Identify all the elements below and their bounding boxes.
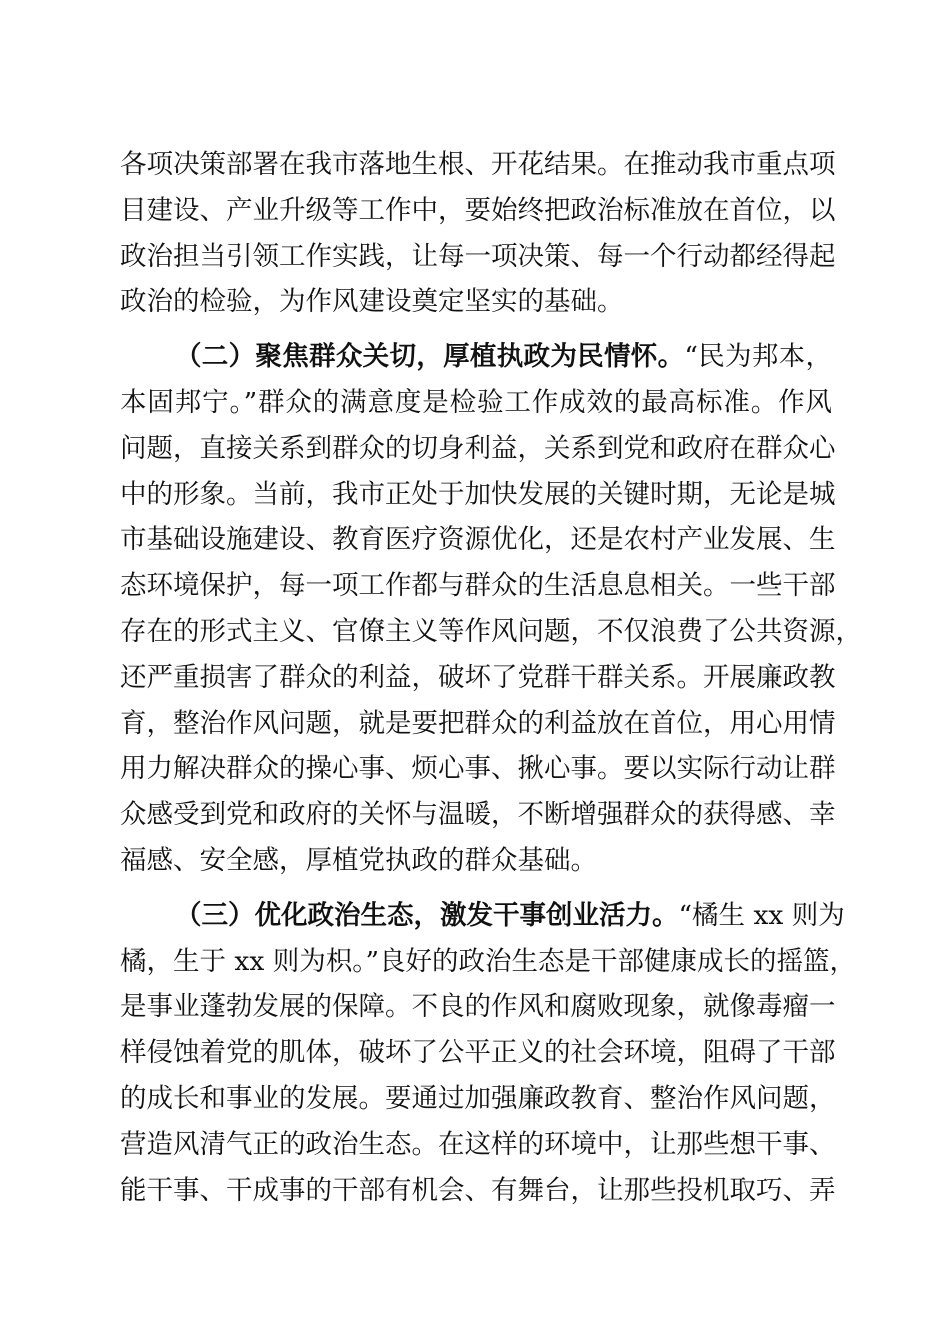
- text-line: 能干事、干成事的干部有机会、有舞台，让那些投机取巧、弄: [120, 1174, 836, 1206]
- text-line: 福感、安全感，厚植党执政的群众基础。: [120, 844, 597, 876]
- text-line: 政治的检验，为作风建设奠定坚实的基础。: [120, 286, 624, 318]
- text-line: 育，整治作风问题，就是要把群众的利益放在首位，用心用情: [120, 707, 836, 739]
- text-line: 中的形象。当前，我市正处于加快发展的关键时期，无论是城: [120, 478, 836, 510]
- section-heading: （三）优化政治生态，激发干事创业活力。: [175, 899, 679, 931]
- text-line: 橘，生于 xx 则为枳。”良好的政治生态是干部健康成长的摇篮，: [120, 945, 857, 977]
- text-line: 态环境保护，每一项工作都与群众的生活息息相关。一些干部: [120, 570, 836, 602]
- text-line: 本固邦宁。”群众的满意度是检验工作成效的最高标准。作风: [120, 386, 832, 418]
- text-line: 政治担当引领工作实践，让每一项决策、每一个行动都经得起: [120, 240, 836, 272]
- text-line: 存在的形式主义、官僚主义等作风问题，不仅浪费了公共资源，: [120, 615, 862, 647]
- document-body: [120, 142, 862, 1213]
- text-line: 众感受到党和政府的关怀与温暖，不断增强群众的获得感、幸: [120, 799, 836, 831]
- paragraph-2: [120, 334, 862, 884]
- text-run: “民为邦本，: [684, 341, 832, 373]
- text-line: 问题，直接关系到群众的切身利益，关系到党和政府在群众心: [120, 432, 836, 464]
- section-heading: （二）聚焦群众关切，厚植执政为民情怀。: [175, 341, 685, 373]
- text-line: 的成长和事业的发展。要通过加强廉政教育、整治作风问题，: [120, 1082, 836, 1114]
- text-line: 市基础设施建设、教育医疗资源优化，还是农村产业发展、生: [120, 524, 836, 556]
- text-line: 各项决策部署在我市落地生根、开花结果。在推动我市重点项: [120, 149, 836, 180]
- text-line: 样侵蚀着党的肌体，破坏了公平正义的社会环境，阻碍了干部: [120, 1037, 836, 1069]
- text-line: 营造风清气正的政治生态。在这样的环境中，让那些想干事、: [120, 1128, 836, 1160]
- text-line: [120, 334, 832, 380]
- text-line: 目建设、产业升级等工作中，要始终把政治标准放在首位，以: [120, 194, 836, 226]
- text-line: 是事业蓬勃发展的保障。不良的作风和腐败现象，就像毒瘤一: [120, 991, 836, 1023]
- text-run: “橘生 xx 则为: [678, 899, 845, 931]
- text-line: [120, 893, 845, 939]
- text-line: 还严重损害了群众的利益，破坏了党群干群关系。开展廉政教: [120, 661, 836, 693]
- paragraph-1: [120, 142, 836, 325]
- text-line: 用力解决群众的操心事、烦心事、揪心事。要以实际行动让群: [120, 753, 836, 785]
- paragraph-3: [120, 893, 857, 1214]
